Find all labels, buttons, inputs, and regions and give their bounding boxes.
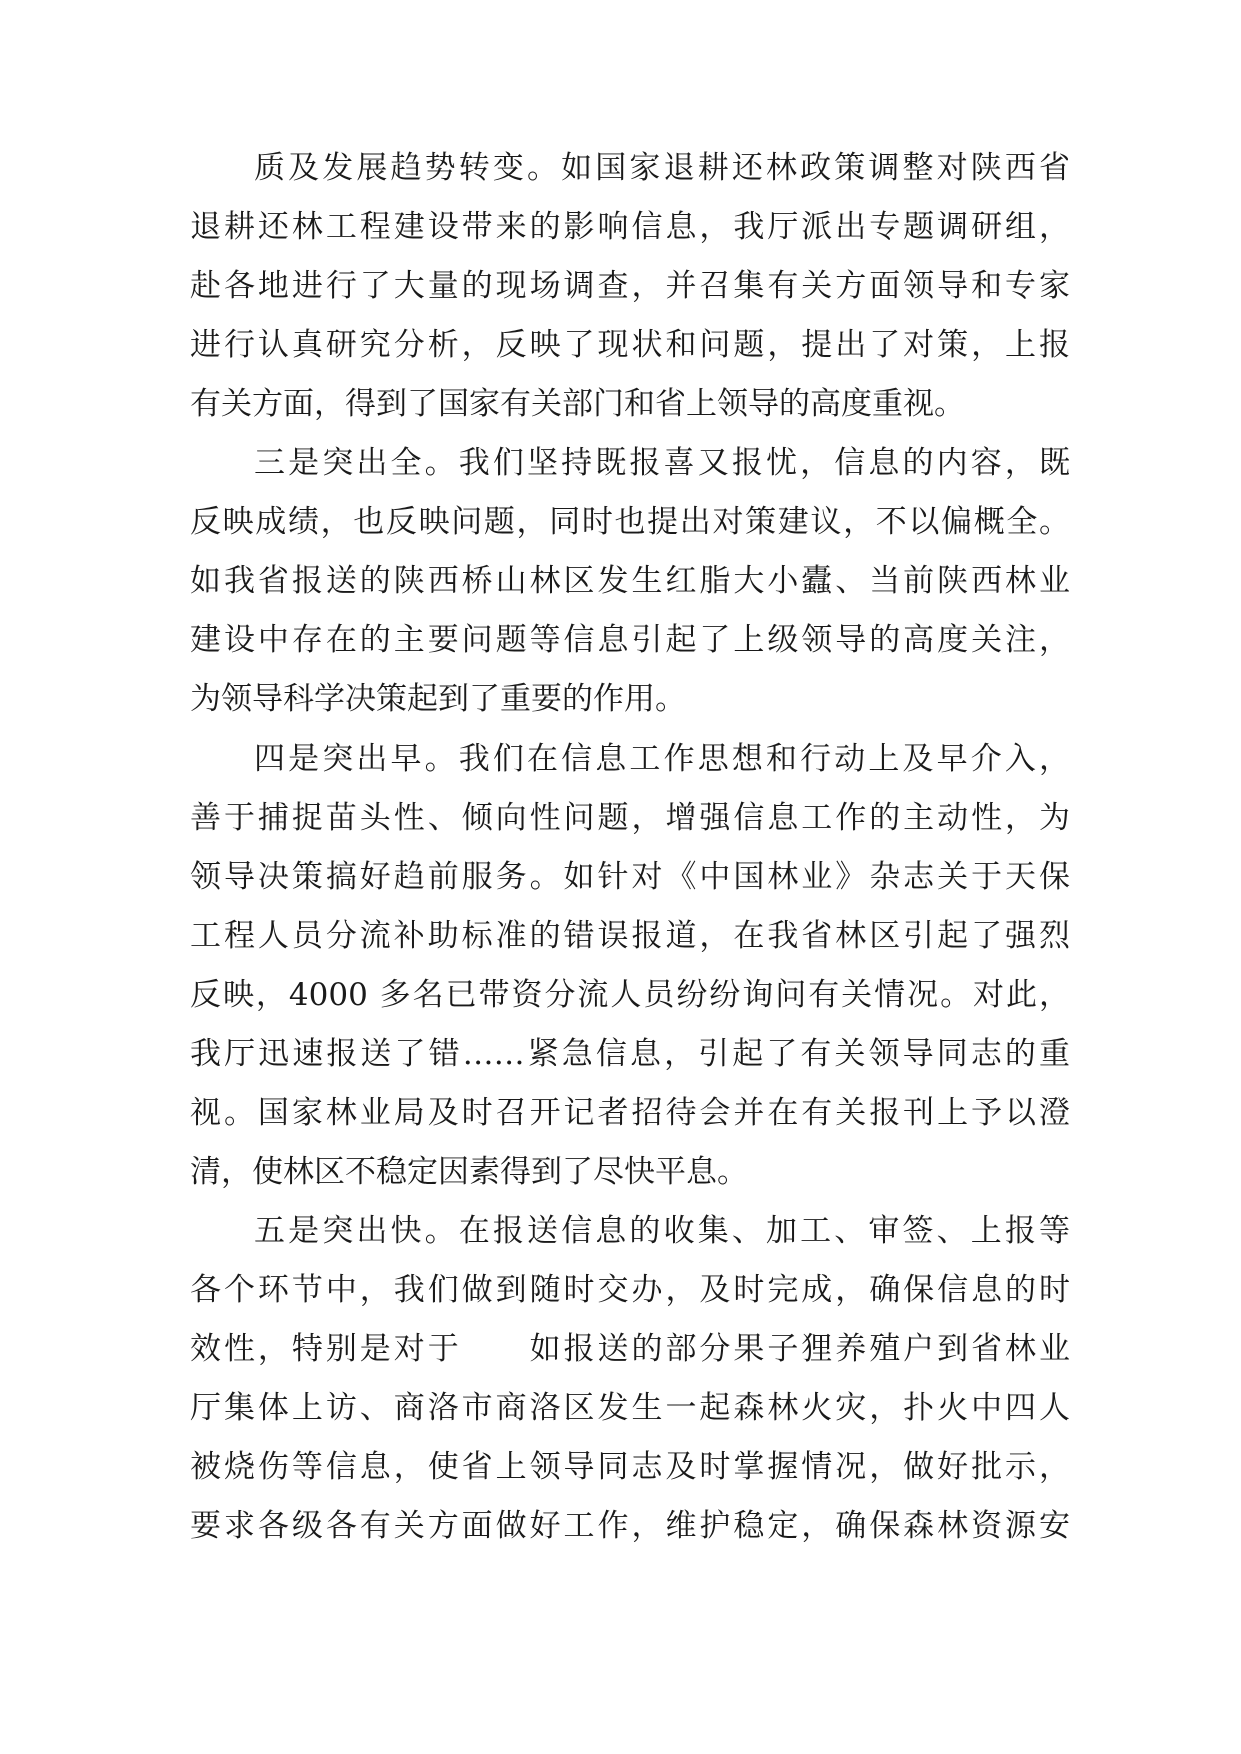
text-line: 领导决策搞好趋前服务。如针对《中国林业》杂志关于天保: [190, 859, 1070, 895]
text-line: 退耕还林工程建设带来的影响信息，我厅派出专题调研组，: [190, 209, 1070, 245]
text-line: 反映，4000 多名已带资分流人员纷纷询问有关情况。对此，: [190, 977, 1070, 1013]
text-line: 效性，特别是对于 如报送的部分果子狸养殖户到省林业: [190, 1331, 1070, 1367]
text-line: 各个环节中，我们做到随时交办，及时完成，确保信息的时: [190, 1272, 1070, 1308]
text-line: 善于捕捉苗头性、倾向性问题，增强信息工作的主动性，为: [190, 800, 1070, 836]
text-line: 建设中存在的主要问题等信息引起了上级领导的高度关注，: [190, 622, 1070, 658]
text-line: 要求各级各有关方面做好工作，维护稳定，确保森林资源安: [190, 1508, 1070, 1544]
text-line: 工程人员分流补助标准的错误报道，在我省林区引起了强烈: [190, 918, 1070, 954]
text-line: 如我省报送的陕西桥山林区发生红脂大小蠹、当前陕西林业: [190, 563, 1070, 599]
text-line: 三是突出全。我们坚持既报喜又报忧，信息的内容，既: [254, 445, 1070, 481]
text-line: 视。国家林业局及时召开记者招待会并在有关报刊上予以澄: [190, 1095, 1070, 1131]
text-line: 赴各地进行了大量的现场调查，并召集有关方面领导和专家: [190, 268, 1070, 304]
text-line: 被烧伤等信息，使省上领导同志及时掌握情况，做好批示，: [190, 1449, 1070, 1485]
text-line: 质及发展趋势转变。如国家退耕还林政策调整对陕西省: [254, 150, 1070, 186]
text-line: 有关方面，得到了国家有关部门和省上领导的高度重视。: [190, 386, 965, 422]
text-line: 五是突出快。在报送信息的收集、加工、审签、上报等: [254, 1213, 1070, 1249]
text-line: 为领导科学决策起到了重要的作用。: [190, 681, 686, 717]
text-line: 进行认真研究分析，反映了现状和问题，提出了对策，上报: [190, 327, 1070, 363]
text-line: 清，使林区不稳定因素得到了尽快平息。: [190, 1154, 748, 1190]
text-line: 我厅迅速报送了错……紧急信息，引起了有关领导同志的重: [190, 1036, 1070, 1072]
text-line: 厅集体上访、商洛市商洛区发生一起森林火灾，扑火中四人: [190, 1390, 1070, 1426]
text-line: 四是突出早。我们在信息工作思想和行动上及早介入，: [254, 741, 1070, 777]
text-line: 反映成绩，也反映问题，同时也提出对策建议，不以偏概全。: [190, 504, 1070, 540]
